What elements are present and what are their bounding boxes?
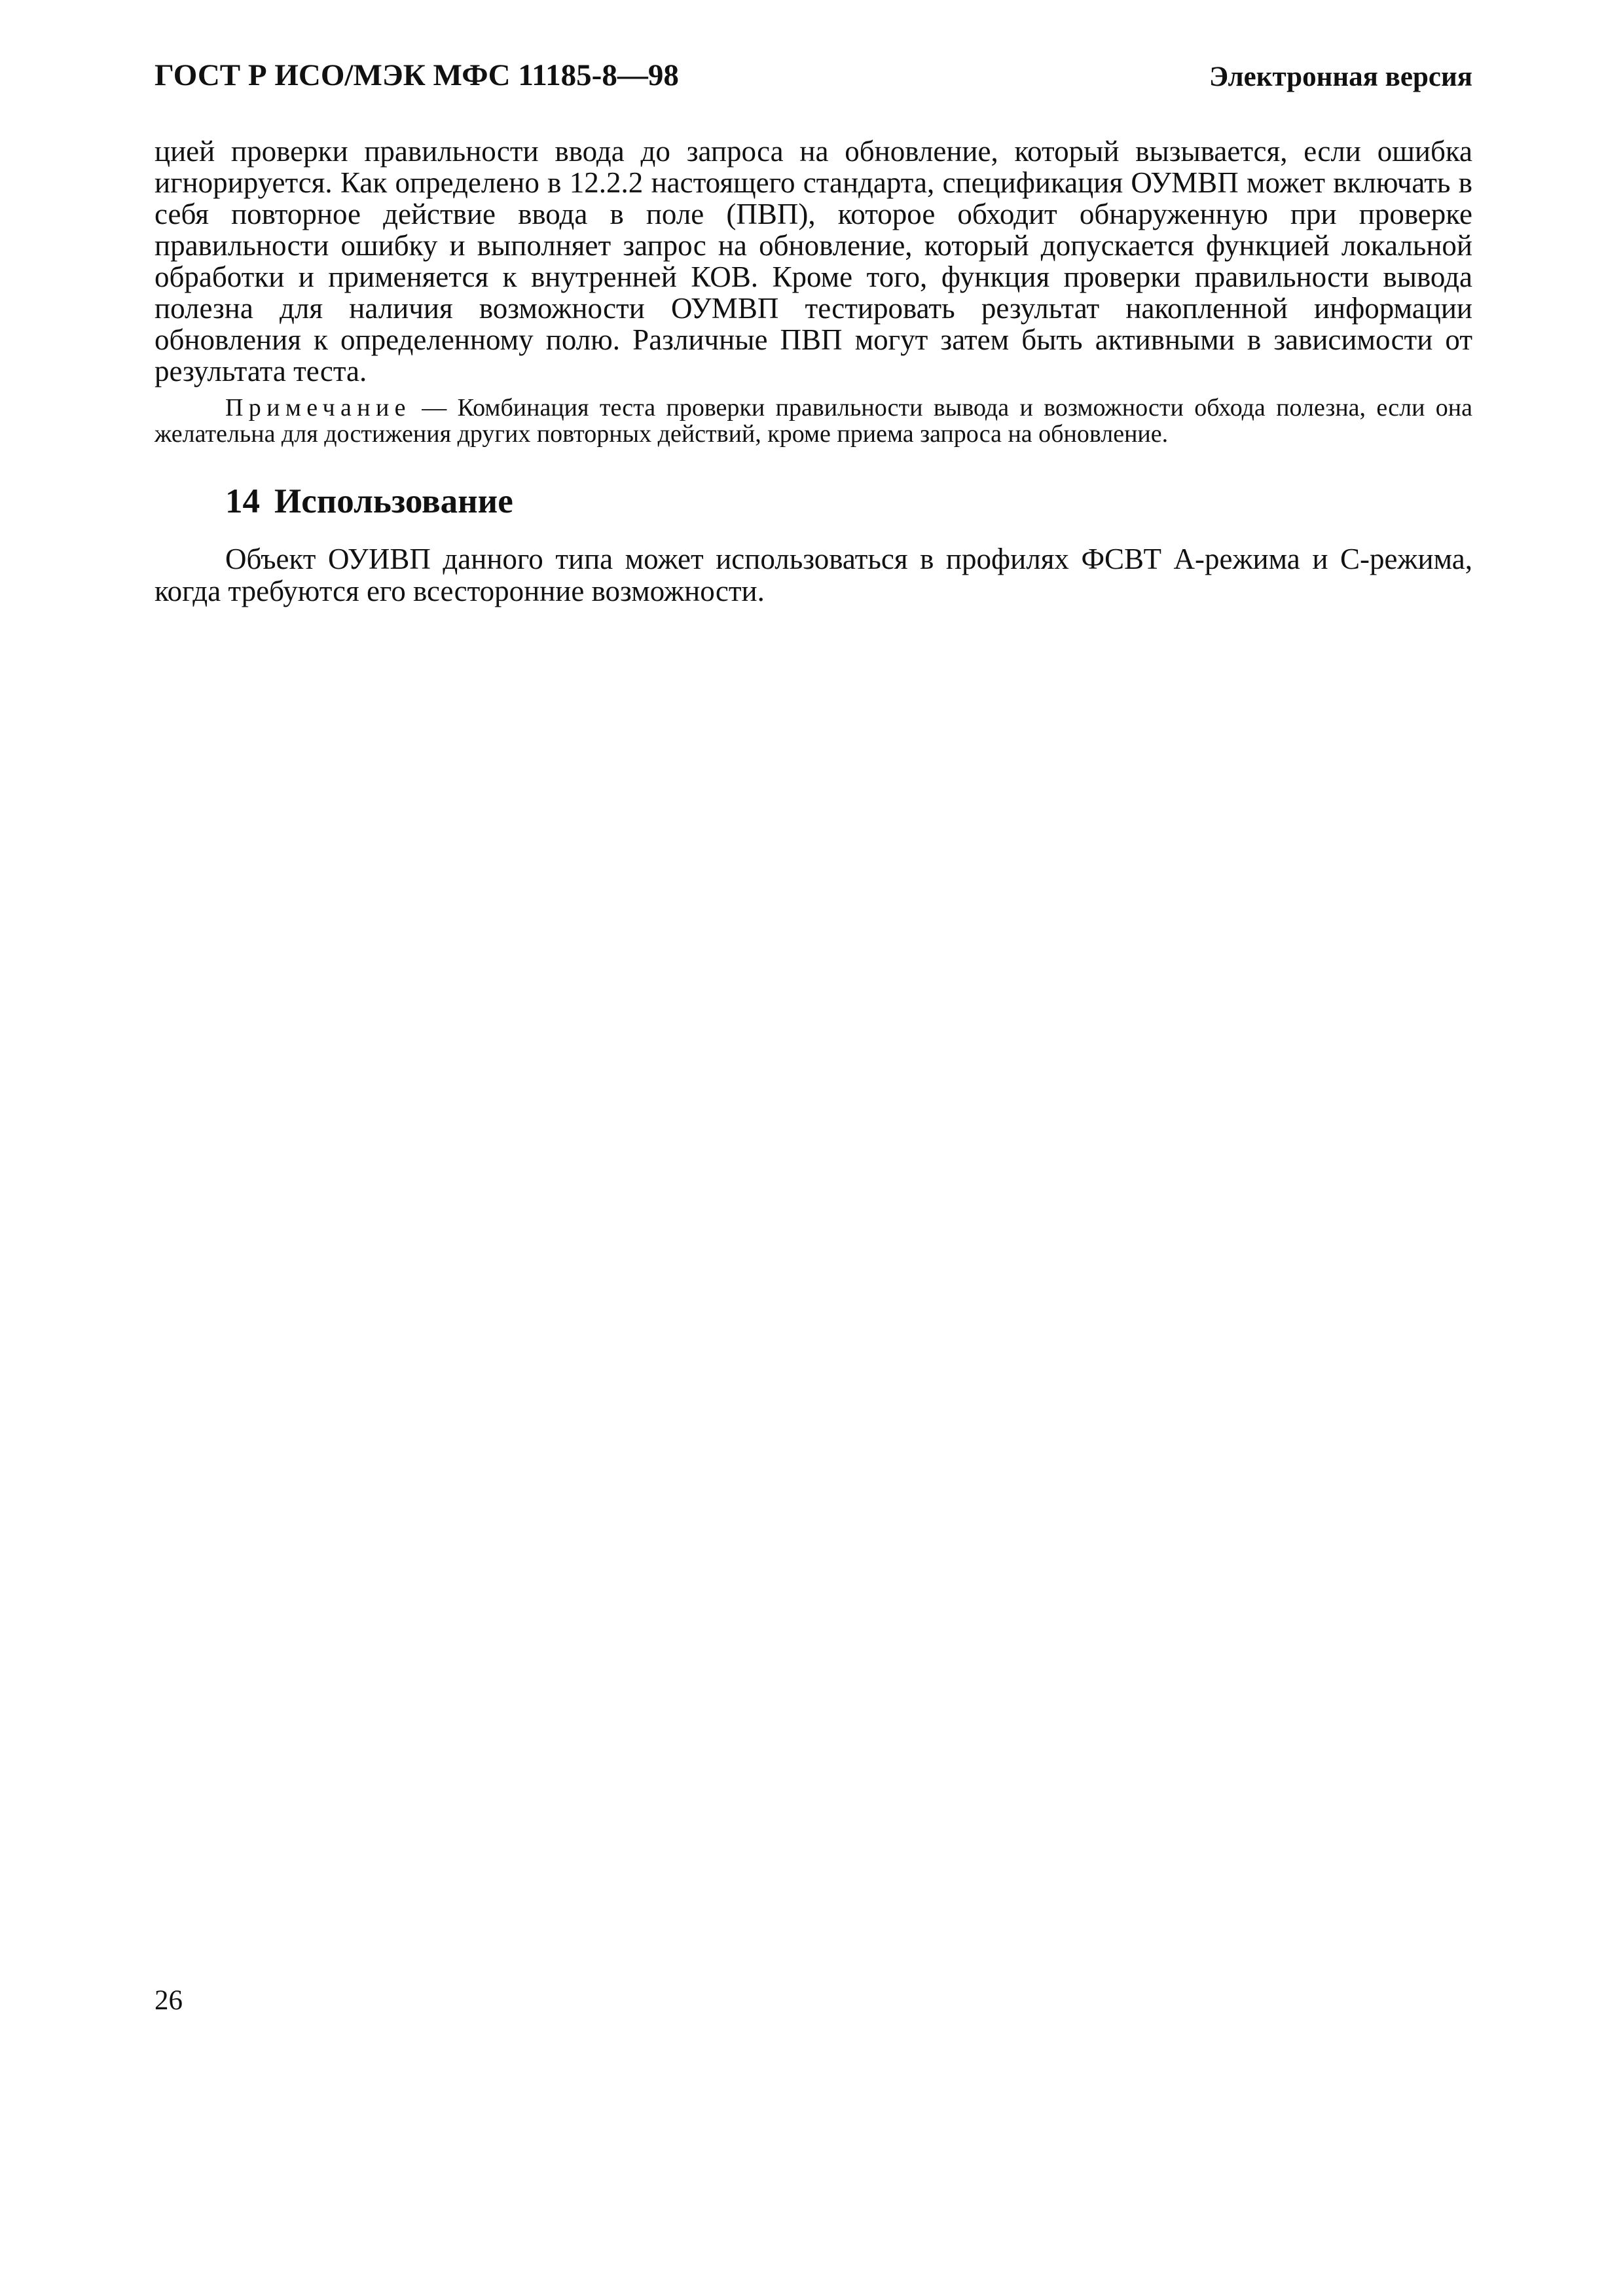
document-designation: ГОСТ Р ИСО/МЭК МФС 11185-8—98	[155, 58, 679, 92]
electronic-version-label: Электронная версия	[1209, 62, 1472, 92]
note-block	[155, 395, 1472, 447]
section-heading	[225, 484, 513, 519]
section-number: 14	[225, 482, 260, 520]
note-label: Примечание	[225, 394, 411, 422]
section-paragraph: Объект ОУИВП данного типа может использоваться в профилях ФСВТ А-режима и С-режима, когда требуются его всесторонние возможности.	[155, 543, 1472, 607]
continuation-paragraph: цией проверки правильности ввода до запроса на обновление, который вызывается, если ошибка игнорируется. Как определено в 12.2.2 настоящего стандарта, спецификация ОУМВП может включать в себя повторное действие ввода в поле (ПВП), которое обходит обнаруженную при проверке правильности ошибку и выполняет запрос на обновление, который допускается функцией локальной обработки и применяется к внутренней КОВ. Кроме того, функция проверки правильности вывода полезна для наличия возможности ОУМВП тестировать результат накопленной информации обновления к определенному полю. Различные ПВП могут затем быть активными в зависимости от результата теста.	[155, 135, 1472, 387]
page-number: 26	[155, 1985, 183, 2016]
section-title: Использование	[274, 482, 513, 520]
note-text: — Комбинация теста проверки правильности вывода и возможности обхода полезна, если она желательна для достижения других повторных действий, кроме приема запроса на обновление.	[155, 394, 1473, 448]
